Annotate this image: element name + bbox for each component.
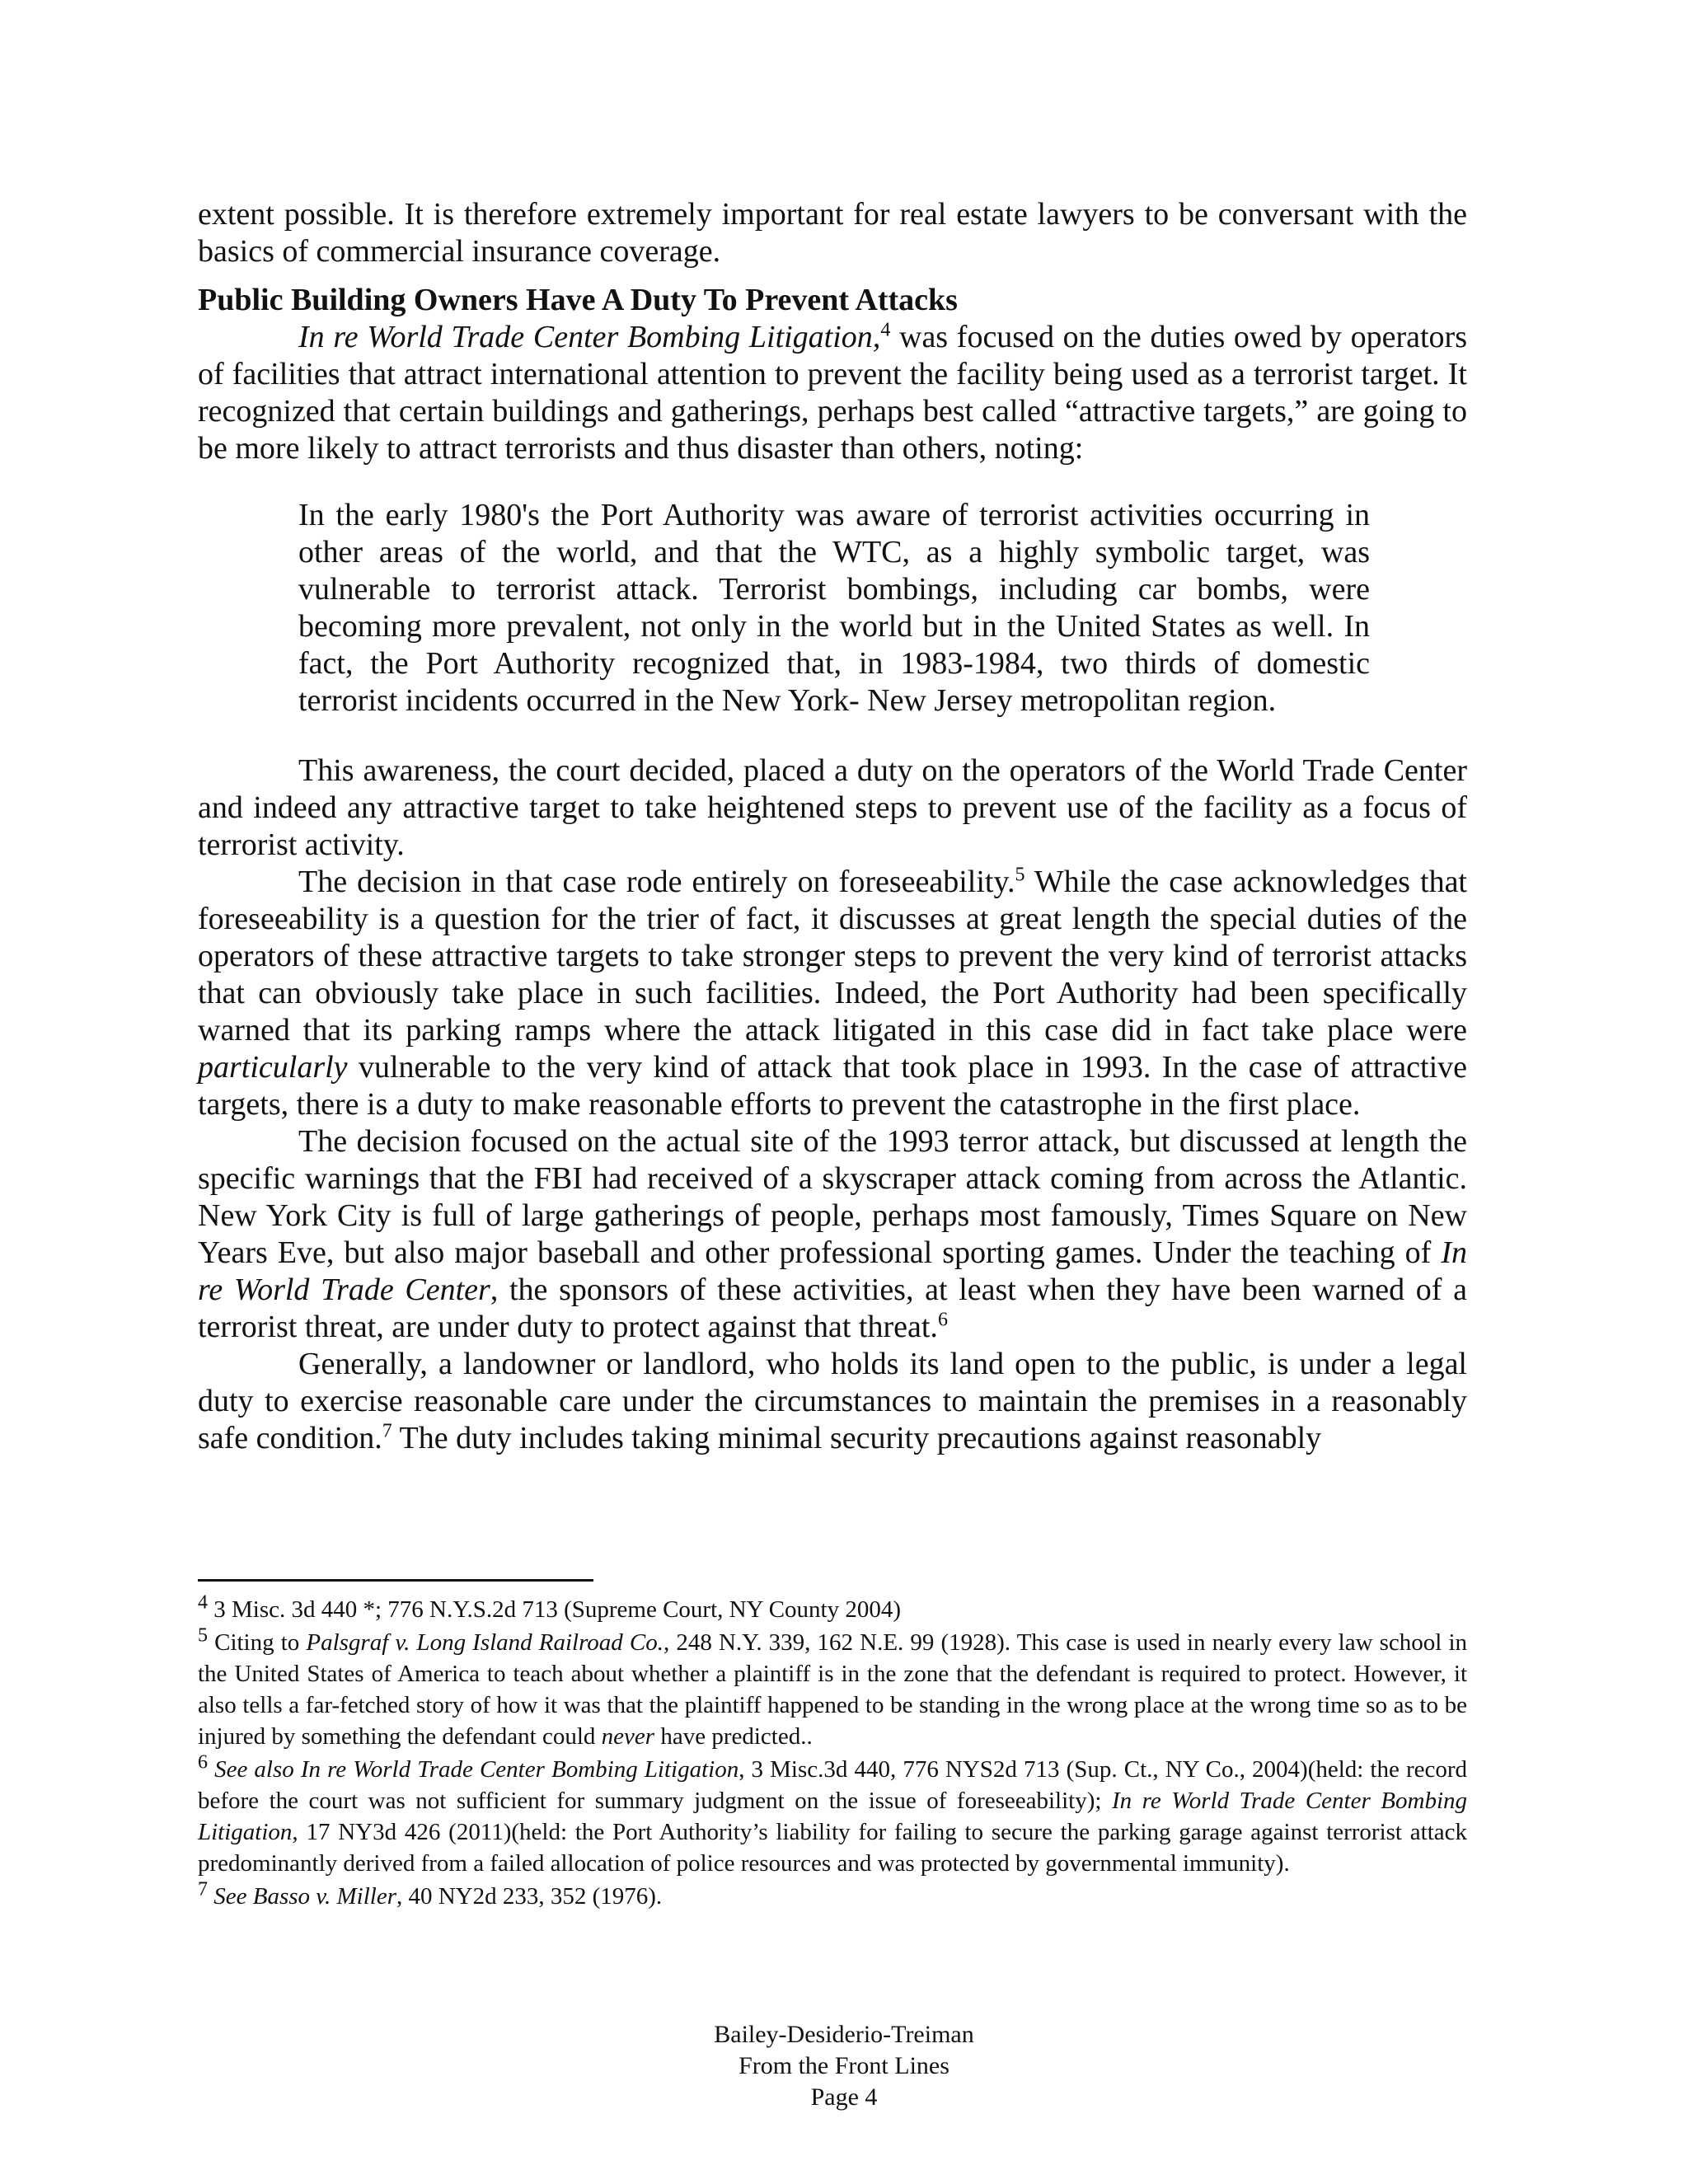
paragraph-site — [198, 1123, 1467, 1346]
footnote-6 — [198, 1751, 1468, 1879]
section-heading: Public Building Owners Have A Duty To Prevent Attacks — [198, 283, 958, 317]
site-text-2: , the sponsors of these activities, at least when they have been warned of a terrorist threat, are under duty to protect against that threat. — [198, 1272, 1467, 1344]
footnote-text: , 17 NY3d 426 (2011)(held: the Port Authority’s liability for failing to secure the parking garage against terrorist attack predominantly derived from a failed allocation of police resources and was protected by governmental immunity). — [198, 1819, 1467, 1877]
footnote-number: 7 — [198, 1878, 208, 1900]
paragraph-awareness: This awareness, the court decided, placed a duty on the operators of the World Trade Center and indeed any attractive target to take heightened steps to prevent use of the facility as a focus of terrorist activity. — [198, 753, 1467, 862]
footnote-ref-7[interactable]: 7 — [382, 1420, 392, 1442]
footnote-case-name: Palsgraf v. Long Island Railroad Co. — [306, 1629, 663, 1656]
footnote-emphasis: never — [601, 1723, 655, 1750]
footnote-ref-6[interactable]: 6 — [937, 1309, 948, 1331]
footnote-text: , 248 N.Y. 339, 162 N.E. 99 (1928). This case is used in nearly every law school in the United States of America to teach about whether a plaintiff is in the zone that the defendant is required to protect. However, it also tells a far-fetched story of how it was that the plaintiff happened to be standing in the wrong place at the wrong time so as to be injured by something the defendant could — [198, 1629, 1467, 1750]
footer-page-number: Page 4 — [810, 2083, 878, 2111]
landowner-text-1: Generally, a landowner or landlord, who holds its land open to the public, is under a legal duty to exercise reasonable care under the circumstances to maintain the premises in a reasonably safe condition. — [198, 1347, 1467, 1455]
footnote-4 — [198, 1591, 1467, 1625]
foreseeability-text-1: The decision in that case rode entirely on foreseeability. — [298, 865, 1015, 899]
footnote-text: , 40 NY2d 233, 352 (1976). — [396, 1883, 663, 1910]
footnote-number: 5 — [198, 1624, 208, 1647]
page-footer — [0, 2019, 1688, 2113]
footnote-case-name: In re World Trade Center Bombing Litigation — [198, 1788, 1467, 1845]
block-quote: In the early 1980's the Port Authority was aware of terrorist activities occurring in other areas of the world, and that the WTC, as a highly symbolic target, was vulnerable to terrorist attack. Terrorist bombings, including car bombs, were becoming more prevalent, not only in the world but in the United States as well. In fact, the Port Authority recognized that, in 1983-1984, two thirds of domestic terrorist incidents occurred in the New York- New Jersey metropolitan region. — [298, 498, 1370, 718]
emphasis-particularly: particularly — [198, 1050, 348, 1085]
footnote-5 — [198, 1624, 1467, 1752]
footnote-text: 3 Misc. 3d 440 *; 776 N.Y.S.2d 713 (Supreme Court, NY County 2004) — [208, 1596, 901, 1623]
paragraph-foreseeability — [198, 864, 1467, 1123]
top-paragraph — [198, 196, 1467, 270]
footnote-ref-5[interactable]: 5 — [1015, 864, 1025, 886]
footnote-number: 4 — [198, 1591, 208, 1614]
footnote-ref-4[interactable]: 4 — [880, 319, 891, 341]
landowner-text-2: The duty includes taking minimal security precautions against reasonably — [392, 1421, 1322, 1455]
footnote-separator — [198, 1579, 593, 1582]
footer-title: From the Front Lines — [738, 2052, 950, 2079]
footnote-case-name: See Basso v. Miller — [208, 1883, 396, 1910]
foreseeability-text-3: vulnerable to the very kind of attack that took place in 1993. In the case of attractive targets, there is a duty to make reasonable efforts to prevent the catastrophe in the first place. — [198, 1050, 1467, 1122]
top-paragraph-text: extent possible. It is therefore extremely important for real estate lawyers to be conversant with the basics of commercial insurance coverage. — [198, 197, 1467, 269]
case-name-wtc: In re World Trade Center Bombing Litigation, — [298, 320, 881, 354]
foreseeability-text-2: While the case acknowledges that foreseeability is a question for the trier of fact, it discusses at great length the special duties of the operators of these attractive targets to take stronger steps to prevent the very kind of terrorist attacks that can obviously take place in such facilities. Indeed, the Port Authority had been specifically warned that its parking ramps where the attack litigated in this case did in fact take place were — [198, 865, 1467, 1047]
paragraph-landowner — [198, 1346, 1467, 1457]
case-name-wtc-short: In re World Trade Center — [198, 1235, 1467, 1307]
footnote-text: , 3 Misc.3d 440, 776 NYS2d 713 (Sup. Ct., NY Co., 2004)(held: the record before the court was not sufficient for summary judgment on the issue of foreseeability); — [198, 1756, 1468, 1814]
footnotes — [198, 1591, 1468, 1914]
paragraph-wtc-intro — [198, 319, 1467, 467]
site-text-1: The decision focused on the actual site of the 1993 terror attack, but discussed at length the specific warnings that the FBI had received of a skyscraper attack coming from across the Atlantic. New York City is full of large gatherings of people, perhaps most famously, Times Square on New Years Eve, but also major baseball and other professional sporting games. Under the teaching of — [198, 1124, 1467, 1270]
footnote-text: Citing to — [208, 1629, 307, 1656]
paragraph-wtc-intro-text: was focused on the duties owed by operators of facilities that attract international attention to prevent the facility being used as a terrorist target. It recognized that certain buildings and gatherings, perhaps best called “attractive targets,” are going to be more likely to attract terrorists and thus disaster than others, noting: — [198, 320, 1467, 466]
footnote-number: 6 — [198, 1751, 208, 1774]
footer-authors: Bailey-Desiderio-Treiman — [714, 2021, 974, 2048]
page-body — [198, 196, 1467, 1457]
footnote-text: have predicted.. — [654, 1723, 813, 1750]
footnote-7 — [198, 1878, 1467, 1912]
footnote-case-name: See also In re World Trade Center Bombing Litigation — [208, 1756, 739, 1783]
